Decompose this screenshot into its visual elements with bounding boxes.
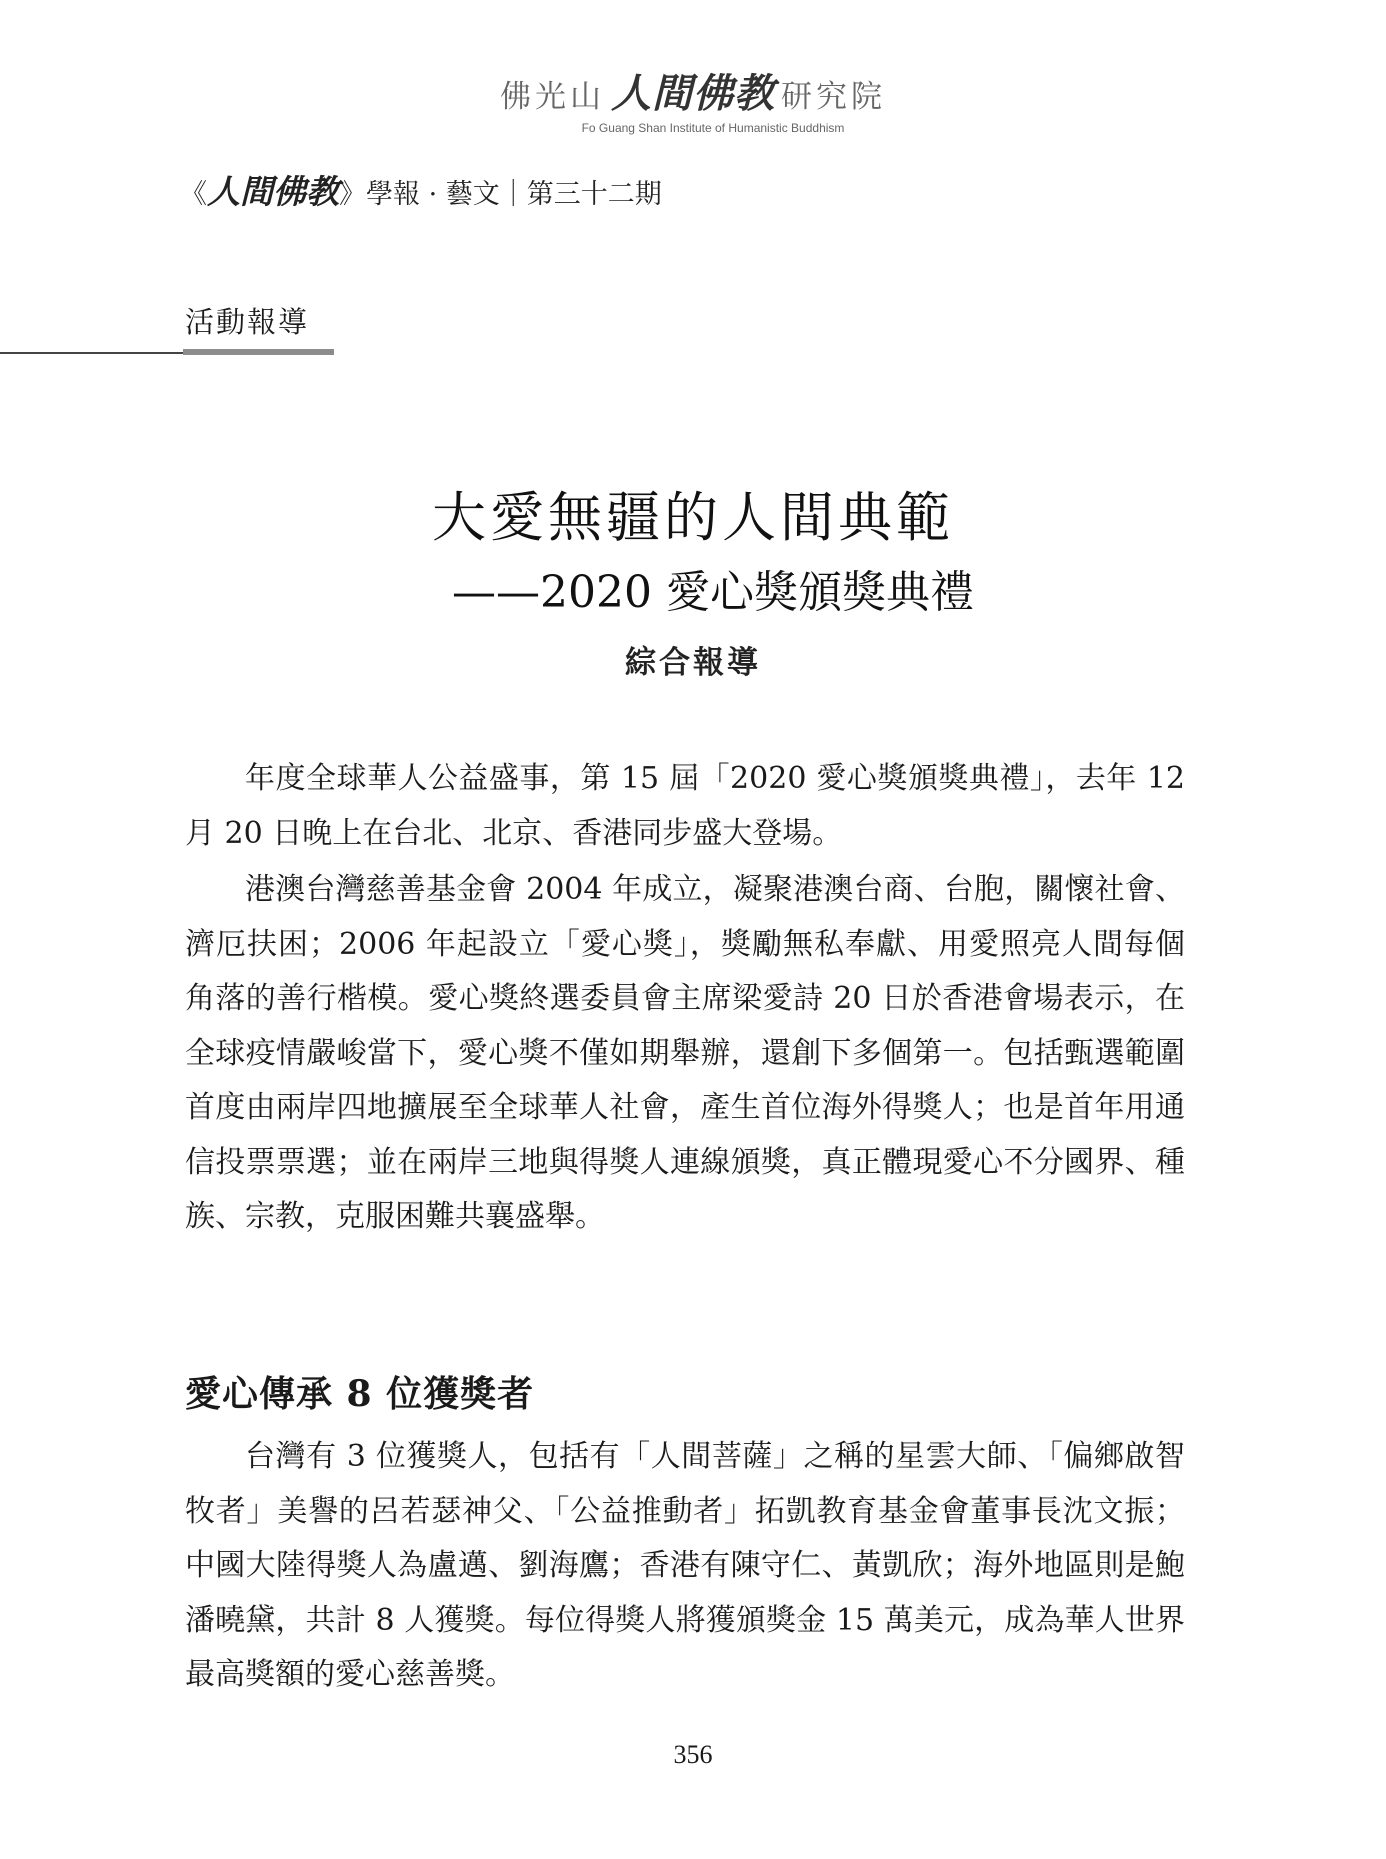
journal-issue: 》學報 · 藝文｜第三十二期 xyxy=(339,179,662,210)
paragraph: 年度全球華人公益盛事，第 15 屆「2020 愛心獎頒獎典禮」，去年 12 月 20 日晚上在台北、北京、香港同步盛大登場。 xyxy=(185,761,1185,851)
page-number: 356 xyxy=(673,1740,713,1769)
institute-logo xyxy=(0,62,1386,119)
institute-english-name: Fo Guang Shan Institute of Humanistic Buddhism xyxy=(581,121,845,135)
article-byline: 綜合報導 xyxy=(625,645,761,681)
journal-header xyxy=(180,166,662,213)
section-underline xyxy=(183,349,334,355)
article-title: 大愛無疆的人間典範 xyxy=(432,486,954,549)
article-body-1 xyxy=(185,752,1185,861)
article-body-3 xyxy=(185,1430,1185,1703)
institute-name-right: 研究院 xyxy=(781,79,886,115)
paragraph: 港澳台灣慈善基金會 2004 年成立，凝聚港澳台商、台胞，關懷社會、濟厄扶困；2006 年起設立「愛心獎」，獎勵無私奉獻、用愛照亮人間每個角落的善行楷模。愛心獎終選委員會主席梁愛詩 20 日於香港會場表示，在全球疫情嚴峻當下，愛心獎不僅如期舉辦，還創下多個第一。包括甄選範圍首度由兩岸四地擴展至全球華人社會，產生首位海外得獎人；也是首年用通信投票票選；並在兩岸三地與得獎人連線頒獎，真正體現愛心不分國界、種族、宗教，克服困難共襄盛舉。 xyxy=(185,872,1185,1234)
journal-brand: 人間佛教 xyxy=(207,172,339,211)
section-heading: 愛心傳承 8 位獲獎者 xyxy=(185,1373,535,1415)
journal-open-bracket: 《 xyxy=(180,179,207,210)
section-label: 活動報導 xyxy=(185,305,310,339)
institute-header xyxy=(0,62,1386,135)
article-body-2 xyxy=(185,863,1185,1245)
article-subtitle: ——2020 愛心獎頒獎典禮 xyxy=(452,567,974,618)
paragraph: 台灣有 3 位獲獎人，包括有「人間菩薩」之稱的星雲大師、「偏鄉啟智牧者」美譽的呂若瑟神父、「公益推動者」拓凱教育基金會董事長沈文振；中國大陸得獎人為盧邁、劉海鷹；香港有陳守仁、黃凱欣；海外地區則是鮑潘曉黛，共計 8 人獲獎。每位得獎人將獲頒獎金 15 萬美元，成為華人世界最高獎額的愛心慈善獎。 xyxy=(185,1439,1185,1692)
institute-name-left: 佛光山 xyxy=(500,79,605,115)
institute-brand-calligraphy: 人間佛教 xyxy=(611,70,775,117)
